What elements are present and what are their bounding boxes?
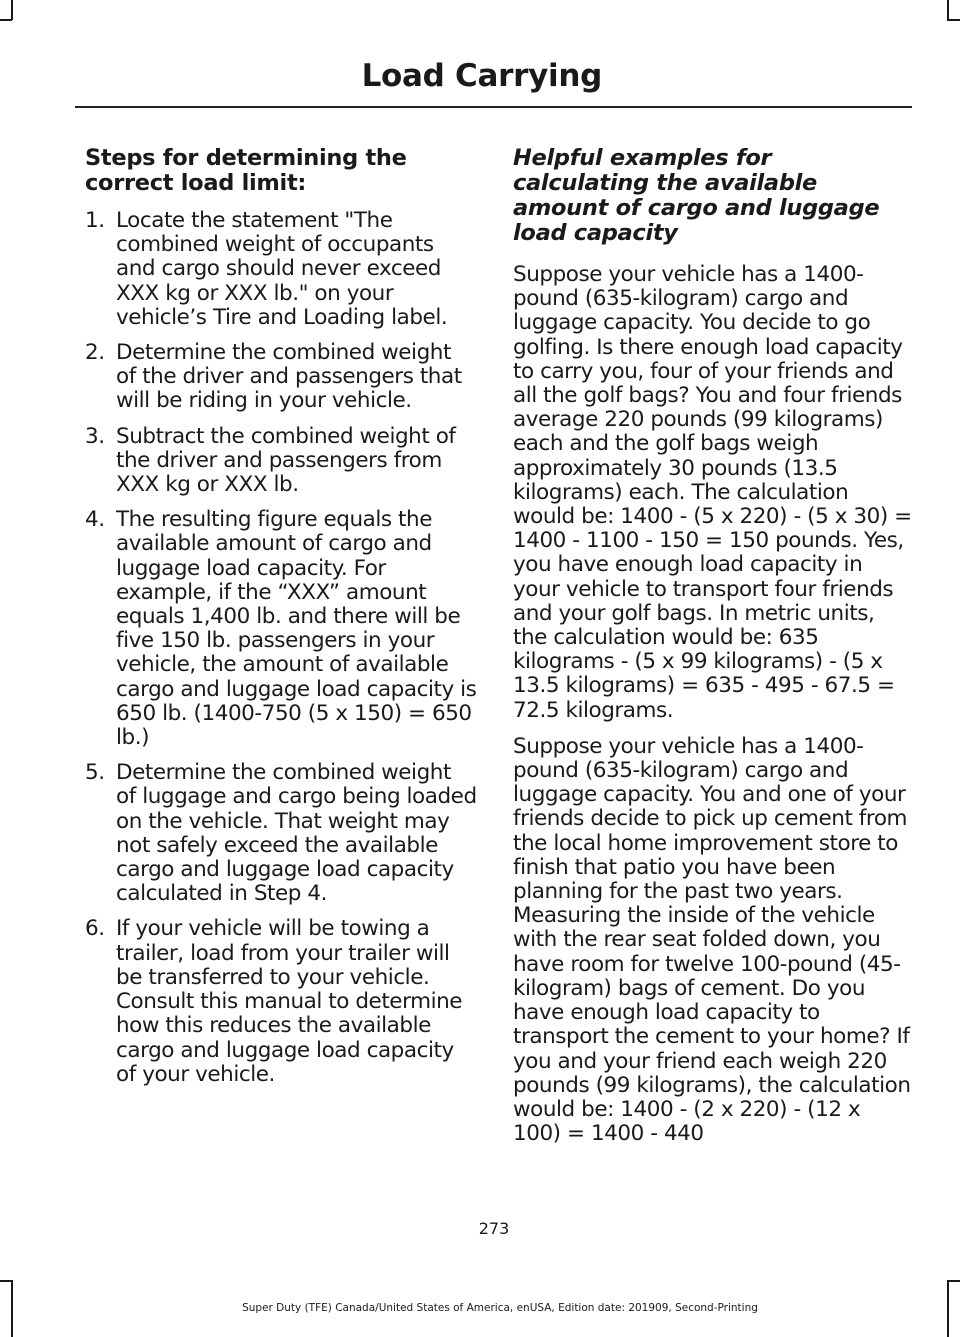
crop-mark-top-left (11, 0, 13, 20)
step-item (85, 209, 477, 330)
crop-mark-bottom-left-h (0, 1280, 12, 1282)
crop-mark-top-left-h (0, 19, 12, 21)
step-item (85, 917, 477, 1086)
step-text: Determine the combined weight of the driver and passengers that will be riding in your vehicle. (116, 340, 462, 414)
steps-list (85, 209, 477, 1087)
step-text: Locate the statement "The combined weight of occupants and cargo should never exceed XXX kg or XXX lb." on your vehicle’s Tire and Loading label. (116, 208, 448, 330)
step-number: 3. (85, 423, 105, 449)
crop-mark-top-right (947, 0, 949, 20)
left-column (85, 146, 477, 1098)
step-text: Subtract the combined weight of the driver and passengers from XXX kg or XXX lb. (116, 423, 456, 498)
step-item (85, 425, 477, 498)
step-text: Determine the combined weight of luggage and cargo being loaded on the vehicle. That weight may not safely exceed the available cargo and luggage load capacity calculated in Step 4. (116, 760, 477, 907)
step-item (85, 508, 477, 750)
crop-mark-bottom-right-h (947, 1280, 960, 1282)
example-paragraph-golf: Suppose your vehicle has a 1400-pound (635-kilogram) cargo and luggage capacity. You decide to go golfing. Is there enough load capacity to carry you, four of your friends and all the golf bags? You and four friends average 220 pounds (99 kilograms) each and the golf bags weigh approximately 30 pounds (13.5 kilograms) each. The calculation would be: 1400 - (5 x 220) - (5 x 30) = 1400 - 1100 - 150 = 150 pounds. Yes, you have enough load capacity in your vehicle to transport four friends and your golf bags. In metric units, the calculation would be: 635 kilograms - (5 x 99 kilograms) - (5 x 13.5 kilograms) = 635 - 495 - 67.5 = 72.5 kilograms. (513, 262, 912, 723)
step-item (85, 761, 477, 906)
step-number: 1. (85, 208, 105, 233)
step-text: If your vehicle will be towing a trailer, load from your trailer will be transferred to your vehicle. Consult this manual to determine how this reduces the available cargo and luggage load capacity of your vehicle. (116, 916, 463, 1087)
edition-footer: Super Duty (TFE) Canada/United States of America, enUSA, Edition date: 201909, Second-Printing (242, 1302, 758, 1314)
section-title: Load Carrying (361, 58, 602, 94)
page-number: 273 (478, 1219, 510, 1238)
step-text: The resulting figure equals the available amount of cargo and luggage load capacity. For example, if the “XXX” amount equals 1,400 lb. and there will be five 150 lb. passengers in your vehicle, the amount of available cargo and luggage load capacity is 650 lb. (1400-750 (5 x 150) = 650 lb.) (116, 507, 477, 751)
step-number: 2. (85, 340, 105, 366)
right-column (513, 146, 913, 1158)
crop-mark-top-right-h (947, 19, 960, 21)
examples-heading: Helpful examples for calculating the available amount of cargo and luggage load capacity (513, 145, 880, 246)
header-divider (75, 106, 912, 108)
example-paragraph-cement: Suppose your vehicle has a 1400-pound (635-kilogram) cargo and luggage capacity. You and one of your friends decide to pick up cement from the local home improvement store to finish that patio you have been planning for the past two years. Measuring the inside of the vehicle with the rear seat folded down, you have room for twelve 100-pound (45-kilogram) bags of cement. Do you have enough load capacity to transport the cement to your home? If you and your friend each weigh 220 pounds (99 kilograms), the calculation would be: 1400 - (2 x 220) - (12 x 100) = 1400 - 440 (513, 733, 911, 1147)
step-number: 4. (85, 507, 105, 533)
step-number: 6. (85, 916, 105, 942)
step-number: 5. (85, 760, 105, 786)
step-item (85, 341, 477, 414)
steps-heading: Steps for determining the correct load limit: (85, 145, 407, 196)
